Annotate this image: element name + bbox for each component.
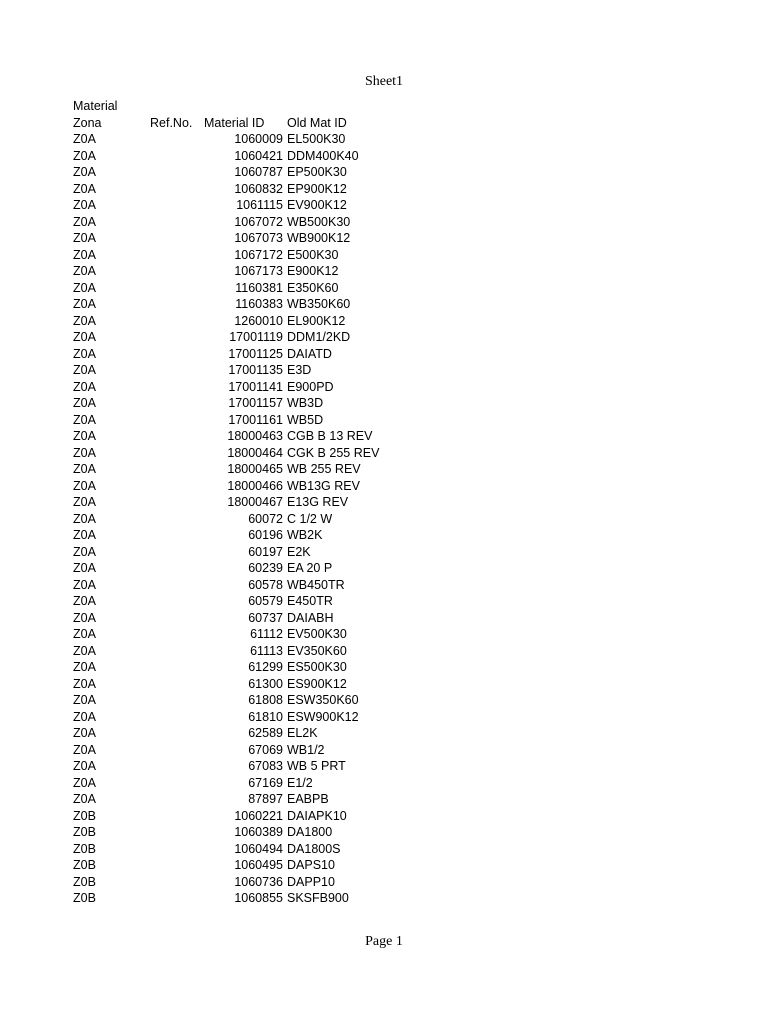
cell-material-id: 18000463	[227, 429, 283, 443]
cell-zona: Z0A	[73, 346, 96, 361]
cell-material-id: 67083	[248, 759, 283, 773]
cell-old-mat-id: DAIAPK10	[287, 808, 347, 823]
cell-zona: Z0A	[73, 577, 96, 592]
cell-old-mat-id: EP500K30	[287, 165, 347, 179]
cell-zona: Z0A	[73, 445, 96, 460]
cell-material-id: 87897	[248, 792, 283, 806]
cell-old-mat-id: WB13G REV	[287, 478, 360, 493]
cell-material-id: 1067172	[234, 247, 283, 262]
cell-material-id: 18000467	[227, 495, 283, 509]
cell-zona: Z0A	[73, 594, 96, 608]
cell-old-mat-id: WB500K30	[287, 214, 351, 229]
cell-material-id: 60579	[248, 594, 283, 608]
cell-zona: Z0A	[73, 214, 96, 229]
cell-old-mat-id: WB1/2	[287, 742, 325, 757]
cell-old-mat-id: EV350K60	[287, 643, 347, 658]
cell-zona: Z0A	[73, 148, 96, 163]
cell-material-id: 17001141	[228, 379, 283, 394]
cell-old-mat-id: WB900K12	[287, 231, 351, 245]
cell-old-mat-id: E450TR	[287, 594, 333, 608]
cell-material-id: 60737	[248, 610, 283, 625]
cell-zona: Z0A	[73, 165, 96, 179]
cell-old-mat-id: DAIABH	[287, 610, 334, 625]
cell-old-mat-id: EV500K30	[287, 627, 347, 641]
cell-old-mat-id: E13G REV	[287, 495, 349, 509]
cell-zona: Z0A	[73, 429, 96, 443]
cell-old-mat-id: DDM1/2KD	[287, 330, 351, 344]
cell-old-mat-id: DAPP10	[287, 874, 335, 889]
cell-zona: Z0A	[73, 495, 96, 509]
cell-zona: Z0A	[73, 528, 96, 542]
cell-material-id: 67069	[248, 742, 283, 757]
cell-old-mat-id: WB450TR	[287, 577, 345, 592]
cell-zona: Z0A	[73, 759, 96, 773]
cell-material-id: 60239	[248, 561, 283, 575]
cell-old-mat-id: EP900K12	[287, 181, 347, 196]
cell-zona: Z0A	[73, 379, 96, 394]
cell-old-mat-id: EABPB	[287, 792, 329, 806]
cell-zona: Z0B	[73, 858, 96, 872]
cell-zona: Z0A	[73, 363, 96, 377]
cell-zona: Z0A	[73, 709, 96, 724]
cell-old-mat-id: E2K	[287, 544, 311, 559]
header-zona: Zona	[73, 115, 102, 130]
cell-zona: Z0A	[73, 231, 96, 245]
cell-zona: Z0A	[73, 396, 96, 410]
cell-old-mat-id: SKSFB900	[287, 891, 349, 905]
cell-material-id: 1260010	[234, 313, 283, 328]
cell-zona: Z0A	[73, 660, 96, 674]
cell-material-id: 1060495	[234, 858, 283, 872]
header-old-mat-id: Old Mat ID	[287, 115, 347, 130]
cell-material-id: 1060736	[234, 874, 283, 889]
cell-old-mat-id: EL900K12	[287, 313, 346, 328]
cell-material-id: 60197	[248, 544, 283, 559]
cell-zona: Z0A	[73, 412, 96, 427]
cell-zona: Z0A	[73, 775, 96, 790]
cell-old-mat-id: ESW350K60	[287, 693, 359, 707]
cell-material-id: 1060009	[234, 132, 283, 146]
cell-zona: Z0A	[73, 742, 96, 757]
header-material: Material	[73, 99, 118, 113]
cell-material-id: 18000466	[227, 478, 283, 493]
sheet-title: Sheet1	[364, 74, 404, 89]
cell-old-mat-id: WB3D	[287, 396, 324, 410]
cell-material-id: 1160383	[235, 297, 283, 311]
cell-material-id: 67169	[248, 775, 283, 790]
cell-old-mat-id: E3D	[287, 363, 312, 377]
cell-old-mat-id: DAIATD	[287, 346, 332, 361]
cell-material-id: 1060389	[234, 825, 283, 839]
cell-old-mat-id: DA1800	[287, 825, 333, 839]
cell-material-id: 61299	[248, 660, 283, 674]
cell-zona: Z0B	[73, 874, 96, 889]
cell-material-id: 1061115	[236, 198, 283, 212]
cell-zona: Z0A	[73, 511, 96, 526]
cell-material-id: 60578	[248, 577, 283, 592]
cell-material-id: 18000464	[227, 445, 283, 460]
cell-old-mat-id: DDM400K40	[287, 148, 359, 163]
cell-zona: Z0A	[73, 198, 96, 212]
cell-old-mat-id: ESW900K12	[287, 709, 359, 724]
cell-old-mat-id: E900K12	[287, 264, 339, 278]
cell-zona: Z0A	[73, 313, 96, 328]
cell-zona: Z0B	[73, 841, 96, 856]
cell-material-id: 61112	[250, 627, 283, 641]
cell-material-id: 61300	[248, 676, 283, 691]
cell-zona: Z0A	[73, 676, 96, 691]
cell-zona: Z0A	[73, 726, 96, 740]
cell-material-id: 1060855	[234, 891, 283, 905]
cell-material-id: 62589	[248, 726, 283, 740]
cell-old-mat-id: E1/2	[287, 775, 313, 790]
cell-old-mat-id: EA 20 P	[287, 561, 333, 575]
cell-material-id: 1060787	[234, 165, 283, 179]
cell-material-id: 1060494	[234, 841, 283, 856]
cell-material-id: 17001161	[228, 412, 283, 427]
cell-material-id: 1060421	[234, 148, 283, 163]
cell-zona: Z0B	[73, 825, 96, 839]
cell-material-id: 60196	[248, 528, 283, 542]
cell-old-mat-id: DAPS10	[287, 858, 335, 872]
cell-zona: Z0A	[73, 627, 96, 641]
cell-material-id: 1060832	[234, 181, 283, 196]
cell-zona: Z0A	[73, 462, 96, 476]
cell-old-mat-id: WB350K60	[287, 297, 351, 311]
cell-zona: Z0A	[73, 247, 96, 262]
cell-old-mat-id: WB 255 REV	[287, 462, 361, 476]
cell-material-id: 18000465	[227, 462, 283, 476]
cell-zona: Z0A	[73, 610, 96, 625]
cell-old-mat-id: EL500K30	[287, 132, 346, 146]
header-ref-no: Ref.No.	[150, 115, 193, 130]
cell-old-mat-id: EL2K	[287, 726, 318, 740]
cell-old-mat-id: E500K30	[287, 247, 339, 262]
cell-old-mat-id: EV900K12	[287, 198, 347, 212]
cell-zona: Z0A	[73, 693, 96, 707]
cell-zona: Z0A	[73, 643, 96, 658]
cell-zona: Z0A	[73, 330, 96, 344]
cell-material-id: 60072	[248, 511, 283, 526]
cell-zona: Z0A	[73, 561, 96, 575]
header-material-id: Material ID	[204, 115, 265, 130]
cell-material-id: 61808	[248, 693, 283, 707]
cell-material-id: 17001135	[228, 363, 283, 377]
cell-zona: Z0A	[73, 544, 96, 559]
cell-material-id: 17001119	[229, 330, 283, 344]
cell-old-mat-id: WB5D	[287, 412, 324, 427]
cell-material-id: 1060221	[234, 808, 283, 823]
cell-zona: Z0B	[73, 891, 96, 905]
cell-old-mat-id: E900PD	[287, 379, 334, 394]
cell-material-id: 1160381	[235, 280, 283, 295]
cell-zona: Z0A	[73, 264, 96, 278]
cell-zona: Z0A	[73, 280, 96, 295]
cell-old-mat-id: ES500K30	[287, 660, 347, 674]
cell-material-id: 1067073	[234, 231, 283, 245]
cell-old-mat-id: WB 5 PRT	[287, 759, 346, 773]
cell-old-mat-id: DA1800S	[287, 841, 341, 856]
cell-old-mat-id: CGB B 13 REV	[287, 429, 373, 443]
cell-zona: Z0A	[73, 132, 96, 146]
cell-material-id: 1067072	[234, 214, 283, 229]
cell-old-mat-id: CGK B 255 REV	[287, 445, 380, 460]
page-footer: Page 1	[365, 934, 403, 949]
cell-old-mat-id: ES900K12	[287, 676, 347, 691]
cell-zona: Z0A	[73, 792, 96, 806]
cell-material-id: 61113	[250, 643, 283, 658]
cell-zona: Z0A	[73, 297, 96, 311]
cell-material-id: 17001125	[228, 346, 283, 361]
cell-old-mat-id: WB2K	[287, 528, 323, 542]
cell-material-id: 17001157	[228, 396, 283, 410]
cell-material-id: 1067173	[234, 264, 283, 278]
cell-zona: Z0A	[73, 181, 96, 196]
cell-old-mat-id: E350K60	[287, 280, 339, 295]
cell-material-id: 61810	[248, 709, 283, 724]
cell-zona: Z0B	[73, 808, 96, 823]
cell-zona: Z0A	[73, 478, 96, 493]
cell-old-mat-id: C 1/2 W	[287, 511, 333, 526]
